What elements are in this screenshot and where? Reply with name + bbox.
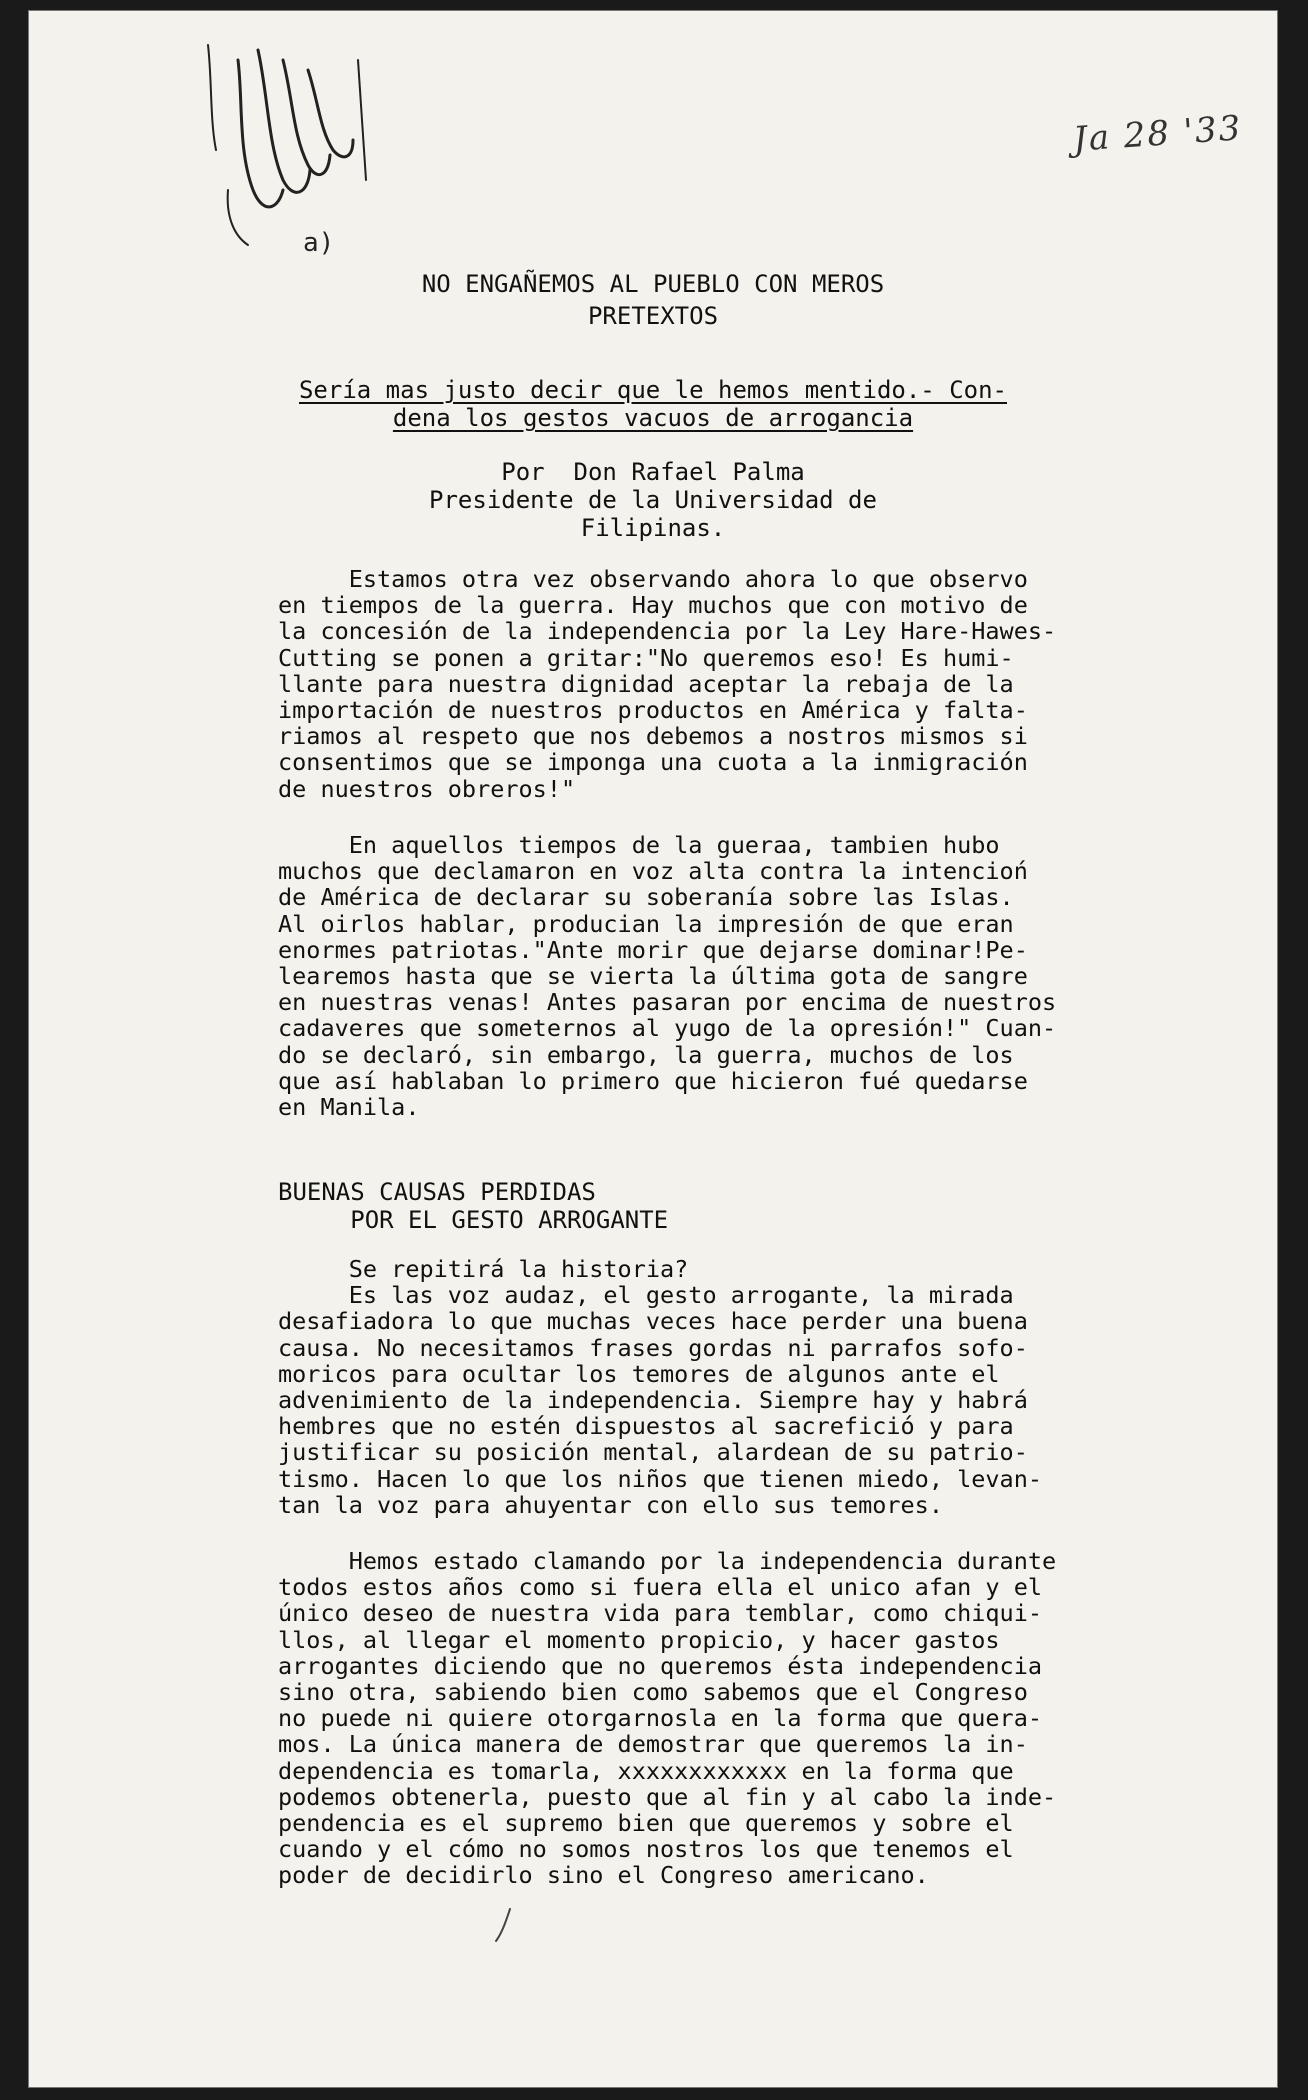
paragraph-1: Estamos otra vez observando ahora lo que observo en tiempos de la guerra. Hay muchos que con motivo de la concesión de la independencia por la Ley Hare-Hawes- Cutting se ponen a gritar:"No queremos eso! Es humi- llante para nuestra dignidad aceptar la rebaja de la importación de nuestros productos en América y falta- riamos al respeto que nos debemos a nostros mismos si consentimos que se imponga una cuota a la inmigración de nuestros obreros!" xyxy=(278,565,1057,803)
document-page xyxy=(28,10,1278,2088)
paragraph-3: Se repitirá la historia? Es las voz audaz, el gesto arrogante, la mirada desafiadora lo que muchas veces hace perder una buena causa. No necesitamos frases gordas ni parrafos sofo- moricos para ocultar los temores de algunos ante el advenimiento de la independencia. Siempre hay y habrá hembres que no estén dispuestos al sacrefició y para justificar su posición mental, alardean de su patrio- tismo. Hacen lo que los niños que tienen miedo, levan- tan la voz para ahuyentar con ello sus temores. xyxy=(278,1255,1043,1519)
author-byline: Por Don Rafael Palma Presidente de la Universidad de Filipinas. xyxy=(429,458,877,542)
article-subtitle: Sería mas justo decir que le hemos mentido.- Con- dena los gestos vacuos de arrogancia xyxy=(298,376,1007,432)
paragraph-2: En aquellos tiempos de la gueraa, tambien hubo muchos que declamaron en voz alta contra la intencioń de América de declarar su soberanía sobre las Islas. Al oirlos hablar, producian la impresión de que eran enormes patriotas."Ante morir que dejarse dominar!Pe- learemos hasta que se vierta la última gota de sangre en nuestras venas! Antes pasaran por encima de nuestros cadaveres que someternos al yugo de la opresión!" Cuan- do se declaró, sin embargo, la guerra, muchos de los que así hablaban lo primero que hicieron fué quedarse en Manila. xyxy=(278,831,1057,1122)
section-heading: BUENAS CAUSAS PERDIDAS POR EL GESTO ARROGANTE xyxy=(278,1178,669,1234)
paragraph-4: Hemos estado clamando por la independencia durante todos estos años como si fuera ella el unico afan y el único deseo de nuestra vida para temblar, como chiqui- llos, al llegar el momento propicio, y hacer gastos arrogantes diciendo que no queremos ésta independencia sino otra, sabiendo bien como sabemos que el Congreso no puede ni quiere otorgarnosla en la forma que quera- mos. La única manera de demostrar que queremos la in- dependencia es tomarla, xxxxxxxxxxxx en la forma que podemos obtenerla, puesto que al fin y al cabo la inde- pendencia es el supremo bien que queremos y sobre el cuando y el cómo no somos nostros los que tenemos el poder de decidirlo sino el Congreso americano. xyxy=(278,1547,1057,1890)
article-title: NO ENGAÑEMOS AL PUEBLO CON MEROS PRETEXTOS xyxy=(421,270,885,330)
corner-mark-label: a) xyxy=(303,228,335,258)
footer-pen-mark xyxy=(488,1905,518,1945)
handwritten-date: Ja 28 '33 xyxy=(1071,108,1244,160)
